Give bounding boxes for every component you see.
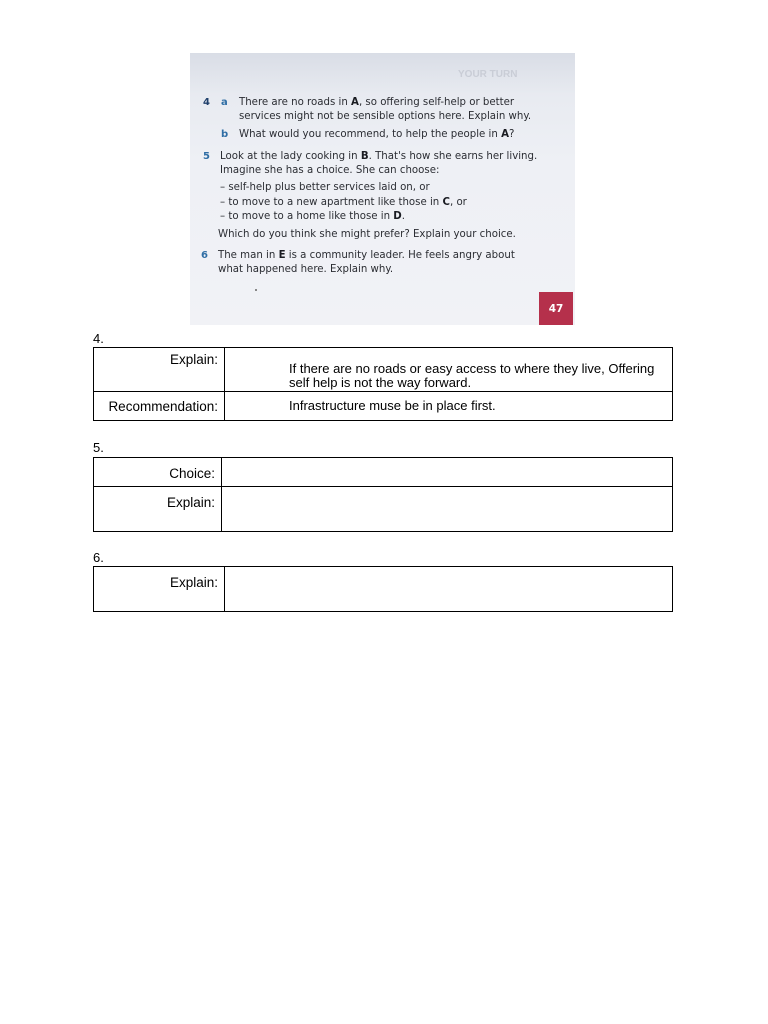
- q6-number: 6: [201, 250, 208, 261]
- q4-answer-table: [93, 347, 673, 421]
- q4-recommendation-field[interactable]: [225, 392, 673, 421]
- q4-explain-text: If there are no roads or easy access to where they live, Offering self help is not the way forward.: [289, 361, 655, 390]
- q6-line2: what happened here. Explain why.: [218, 264, 394, 275]
- page-number-badge: 47: [539, 292, 573, 325]
- q4-explain-row: [94, 348, 673, 392]
- textbook-scan-image: [190, 53, 575, 325]
- q4a-line1: There are no roads in A, so offering self-help or better: [239, 97, 515, 108]
- q4-explain-label: Explain:: [94, 348, 225, 392]
- scan-faint-header: YOUR TURN: [458, 69, 518, 80]
- q5-line3: Which do you think she might prefer? Explain your choice.: [218, 229, 516, 240]
- q6-line1: The man in E is a community leader. He feels angry about: [218, 250, 515, 261]
- q4-label: 4.: [93, 331, 104, 346]
- q5-line2: Imagine she has a choice. She can choose:: [220, 165, 440, 176]
- q4-recommendation-row: [94, 392, 673, 421]
- q5-choice-field[interactable]: [222, 458, 673, 487]
- q6-explain-label: Explain:: [94, 567, 225, 612]
- q4a-line2: services might not be sensible options here. Explain why.: [239, 111, 532, 122]
- scan-speck: [255, 289, 257, 291]
- q5-number: 5: [203, 151, 210, 162]
- q6-answer-table: [93, 566, 673, 612]
- q4b-letter: b: [221, 129, 229, 140]
- q6-explain-field[interactable]: [225, 567, 673, 612]
- q5-explain-label: Explain:: [94, 487, 222, 532]
- q4-explain-field[interactable]: [225, 348, 673, 392]
- q5-option1: – self-help plus better services laid on, or: [220, 182, 430, 193]
- q4a-letter: a: [221, 97, 228, 108]
- q5-option2: – to move to a new apartment like those in C, or: [220, 197, 467, 208]
- q6-label: 6.: [93, 550, 104, 565]
- q5-explain-field[interactable]: [222, 487, 673, 532]
- q5-option3: – to move to a home like those in D.: [220, 211, 406, 222]
- q5-line1: Look at the lady cooking in B. That's how she earns her living.: [220, 151, 538, 162]
- q4-number: 4: [203, 97, 210, 108]
- q4-recommendation-label: Recommendation:: [94, 392, 225, 421]
- q5-answer-table: [93, 457, 673, 532]
- q5-explain-row: [94, 487, 673, 532]
- q4b-line: What would you recommend, to help the people in A?: [239, 129, 515, 140]
- q5-choice-label: Choice:: [94, 458, 222, 487]
- q6-explain-row: [94, 567, 673, 612]
- q5-choice-row: [94, 458, 673, 487]
- q5-label: 5.: [93, 440, 104, 455]
- q4-recommendation-text: Infrastructure muse be in place first.: [289, 398, 496, 413]
